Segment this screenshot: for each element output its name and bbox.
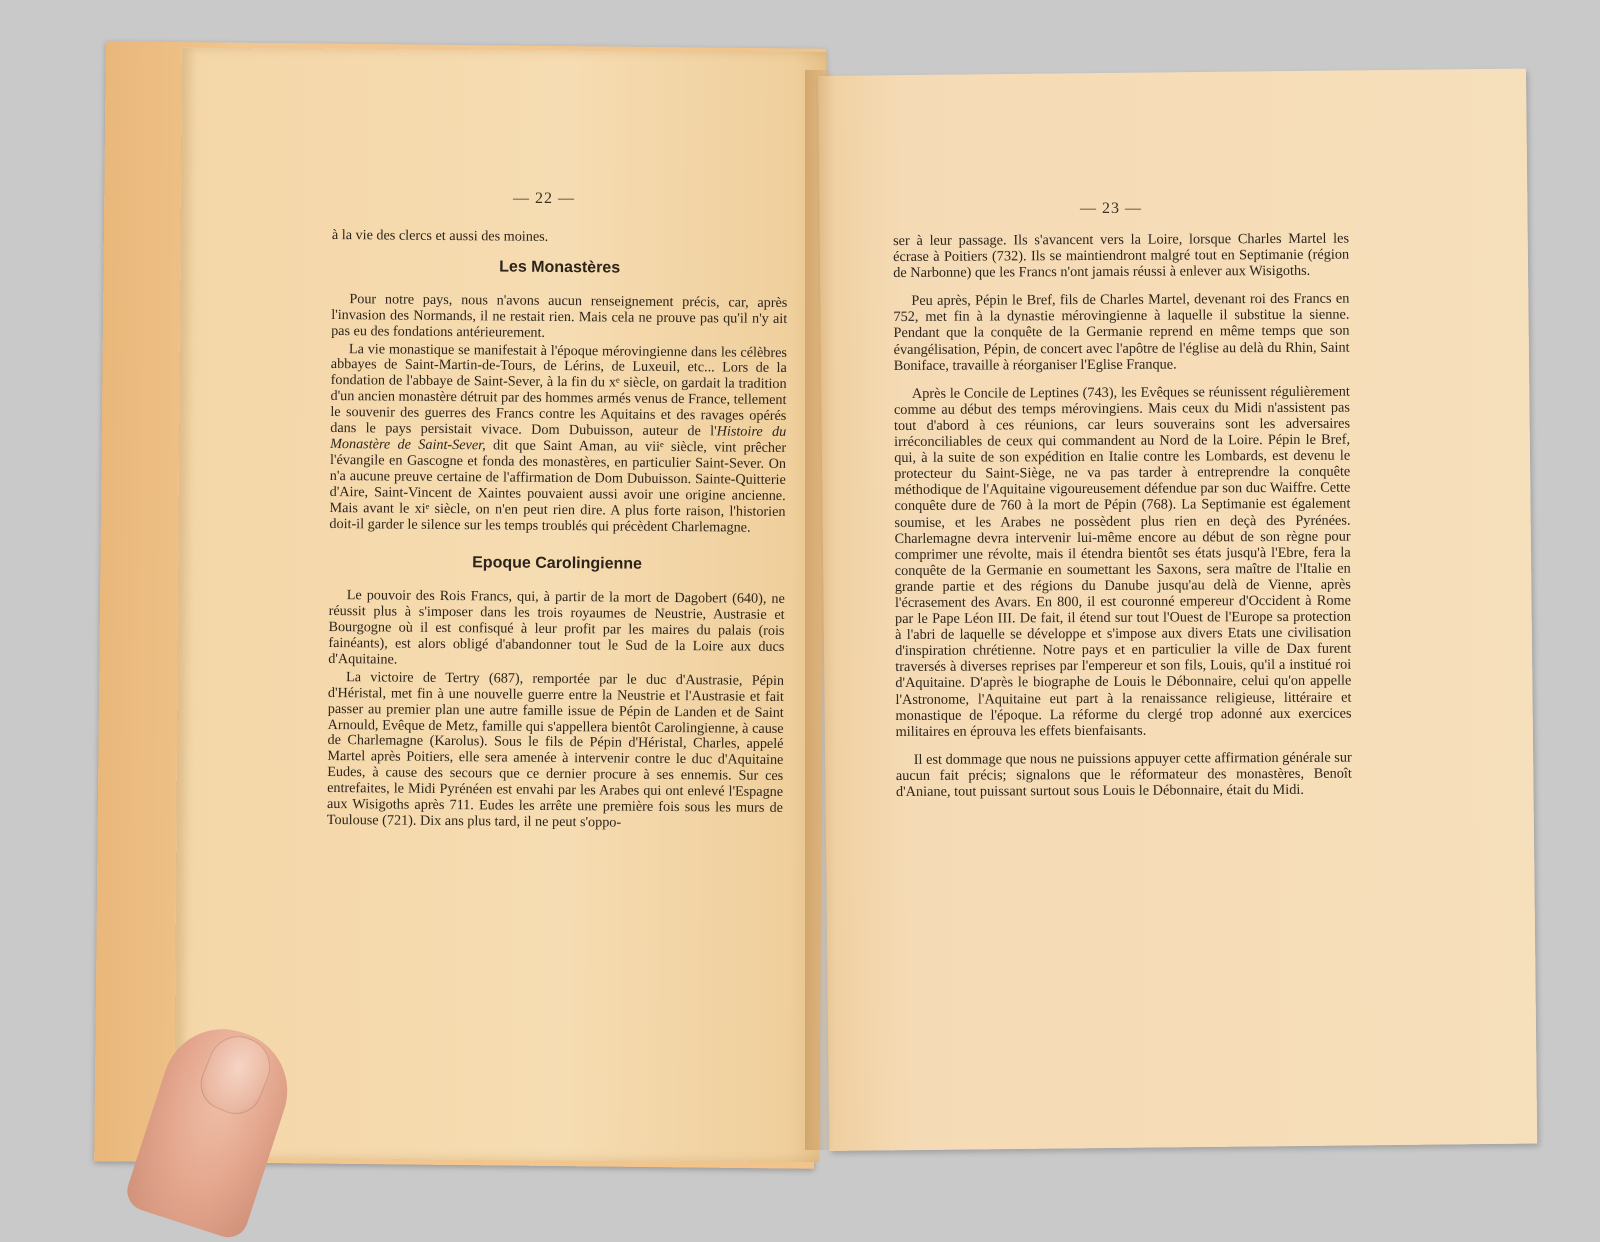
paragraph: Il est dommage que nous ne puissions appuyer cette affirmation générale sur aucun fait précis; signalons que le réformateur des monastères, Benoît d'Aniane, tout puissant surtout sous Louis le Débonnaire, était du Midi. — [895, 749, 1352, 800]
paragraph: Après le Concile de Leptines (743), les Evêques se réunissent régulièrement comme au début des temps mérovingiens. Mais ceux du Midi n'assistent pas tout d'abord à ces réunions, car leurs souverains sont les adversaires irréconciliables de ceux qui commandent au Nord de la Loire. Pépin le Bref, qui, à la suite de son expédition en Italie contre les Lombards, est devenu le protecteur du Saint-Siège, ne va pas tarder à entreprendre la conquête méthodique de l'Aquitaine vigoureusement défendue par son duc Waiffre. Cette conquête dure de 760 à la mort de Pépin (768). La Septimanie est également soumise, et les Arabes ne possèdent plus rien en deçà des Pyrénées. Charlemagne devra intervenir lui-même encore au début de son règne pour comprimer une révolte, mais il étendra bientôt ses états jusqu'à l'Ebre, fera la conquête de la Germanie en soumettant les Saxons, sera maître de l'Italie en grande partie et des régions du Danube jusqu'au delà de Vienne, après l'écrasement des Avars. En 800, il est couronné empereur d'Occident à Rome par le Pape Léon III. De fait, il étend sur tout l'Ouest de l'Europe sa protection à l'abri de laquelle se développe et s'impose aux divers Etats une civilisation d'inspiration chrétienne. Notre pays et en particulier la ville de Dax furent traversés à diverses reprises par l'empereur et son fils, Louis, qu'il a institué roi d'Aquitaine. D'après le biographe de Louis le Débonnaire, celui qu'on appelle l'Astronome, l'Aquitaine eut part à la renaissance religieuse, littéraire et monastique de l'époque. La réforme du clergé trop adonné aux exercices militaires en éprouva les effets bienfaisants. — [893, 383, 1352, 740]
paragraph: ser à leur passage. Ils s'avancent vers la Loire, lorsque Charles Martel les écrase à Poitiers (732). Ils se maintiendront malgré tout en Septimanie (région de Narbonne) que les Francs n'ont jamais réussi à enlever aux Wisigoths. — [893, 230, 1350, 282]
paragraph-text: La vie monastique se manifestait à l'époque mérovingienne dans les célèbres abbayes de Saint-Martin-de-Tours, de Lérins, de Luxeuil, etc... Lors de la fondation de l'abbaye de Saint-Sever, à la fin du xᵉ siècle, on gardait la tradition d'un ancien monastère détruit par des hommes armés venus de France, tellement le souvenir des guerres des Francs contre les Aquitains et des ravages opérés dans le pays persistait vivace. Dom Dubuisson, auteur de l' — [330, 340, 788, 440]
section-heading-carolingienne: Epoque Carolingienne — [472, 554, 643, 574]
paragraph: La victoire de Tertry (687), remportée par le duc d'Austrasie, Pépin d'Héristal, met fin à une nouvelle guerre entre la Neustrie et l'Austrasie et fait passer au premier plan une autre famille issue de Pépin de Landen et de Saint Arnould, Evêque de Metz, famille qui s'appellera bientôt Carolingienne, à cause de Charlemagne (Karolus). Sous le fils de Pépin d'Héristal, Charles, appelé Martel après Poitiers, elle sera amenée à intervenir contre le duc d'Aquitaine Eudes, à cause des secours que ce dernier procure à ses ennemis. Sur ces entrefaites, le Midi Pyrénéen est envahi par les Arabes qui ont enlevé l'Espagne aux Wisigoths après 711. Eudes les arrête une première fois sous les murs de Toulouse (721). Dix ans plus tard, il ne peut s'oppo- — [326, 668, 785, 831]
paragraph: Le pouvoir des Rois Francs, qui, à partir de la mort de Dagobert (640), ne réussit plus à s'imposer dans les trois royaumes de Neustrie, Austrasie et Bourgogne où il est confisqué à leur profit par les maires du palais (rois fainéants), est alors obligé d'abandonner tout le Sud de la Loire aux ducs d'Aquitaine. — [328, 587, 785, 668]
book-gutter — [805, 70, 835, 1150]
left-page-text — [327, 228, 788, 833]
paragraph: Pour notre pays, nous n'avons aucun renseignement précis, car, après l'invasion des Normands, il ne restait rien. Mais cela ne prouve pas qu'il n'y ait pas eu des fondations antérieurement. — [331, 290, 788, 341]
opening-line: à la vie des clercs et aussi des moines. — [331, 227, 549, 245]
paragraph — [329, 342, 787, 537]
page-number-right: — 23 — — [1080, 200, 1142, 217]
book-title-italic: Histoire du Monastère de Saint-Sever, — [330, 423, 787, 454]
paragraph: Peu après, Pépin le Bref, fils de Charles Martel, devenant roi des Francs en 752, met fin à la dynastie mérovingienne à laquelle il substitue la sienne. Pendant que la conquête de la Germanie reprend en même temps que son évangélisation, Pépin, de concert avec l'apôtre de l'église au delà du Rhin, Saint Boniface, travaille à réorganiser l'Eglise Franque. — [893, 290, 1350, 374]
section-heading-monasteres: Les Monastères — [499, 258, 621, 277]
paragraph-text: dit que Saint Aman, au viiᵉ siècle, vint prêcher l'évangile en Gascogne et fonda des monastères, en particulier Saint-Sever. On n'a aucune preuve certaine de l'affirmation de Dom Dubuisson. Sainte-Quitterie d'Aire, Saint-Vincent de Xaintes pouvaient aussi avoir une origine ancienne. Mais avant le xiᵉ siècle, on n'en peut rien dire. A plus forte raison, l'historien doit-il garder le silence sur les temps troublés qui précèdent Charlemagne. — [329, 437, 787, 536]
page-number-left: — 22 — — [513, 190, 575, 207]
right-page-text — [893, 231, 1352, 800]
